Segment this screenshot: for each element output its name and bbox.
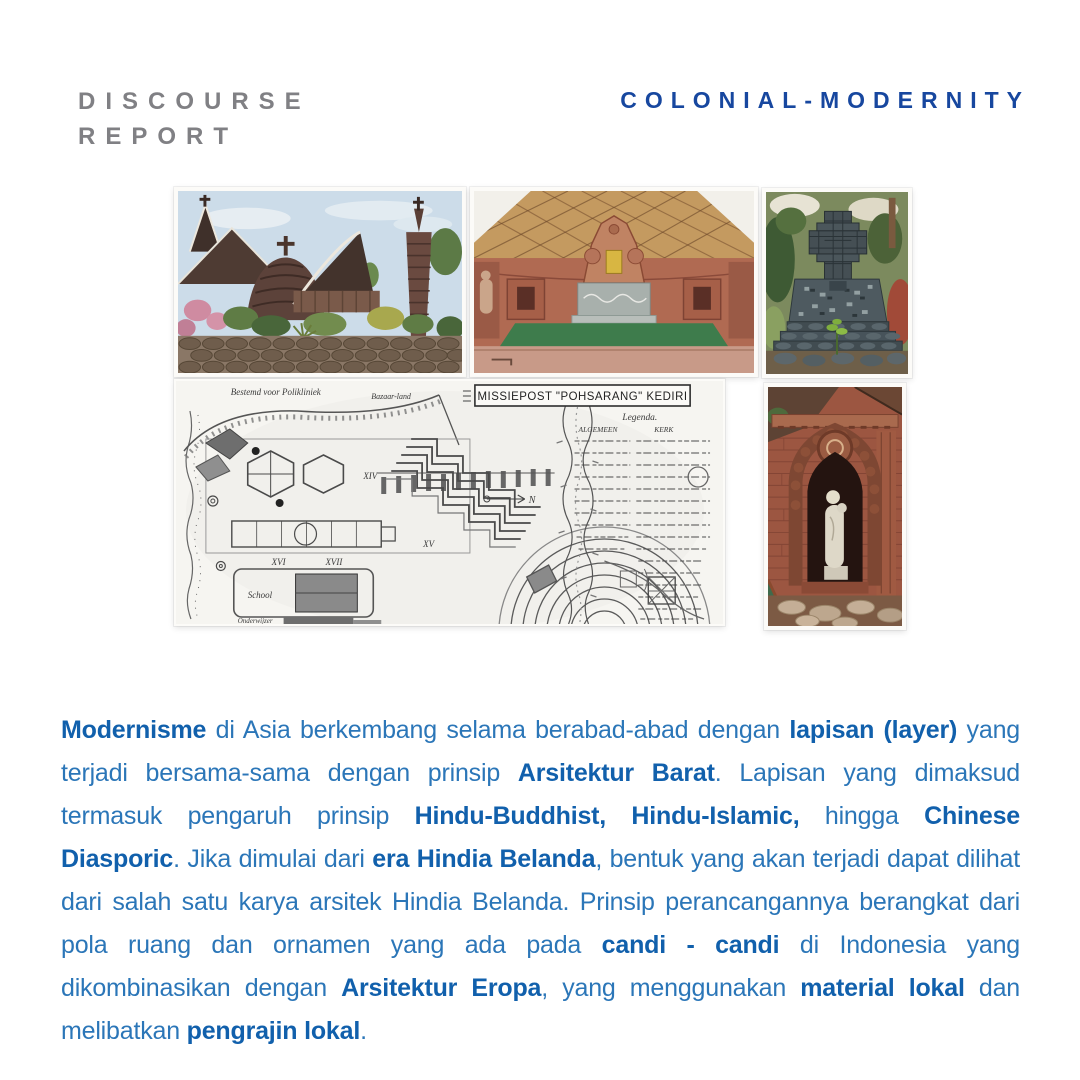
body-text-run: , yang menggunakan <box>541 974 801 1002</box>
madonna-niche-photo <box>764 383 906 630</box>
body-emphasis-run: Arsitektur Eropa <box>341 974 542 1002</box>
body-text-run: . <box>360 1017 367 1045</box>
body-text-run: di Indonesia yang dikombinasikan dengan <box>61 931 1020 1002</box>
page-title: COLONIAL-MODERNITY <box>620 87 1030 113</box>
plan-title-box <box>463 385 690 406</box>
body-emphasis-run: Modernisme <box>61 716 207 744</box>
stone-wall <box>178 336 462 373</box>
altar-interior-photo <box>470 187 758 377</box>
plan-label-school: School <box>247 589 273 601</box>
body-text-run: yang terjadi bersama-sama dengan prinsip <box>61 716 1020 787</box>
body-emphasis-run: era Hindia Belanda <box>372 845 596 873</box>
body-emphasis-run: pengrajin lokal <box>186 1017 361 1045</box>
body-emphasis-run: candi - candi <box>601 931 780 959</box>
body-emphasis-run: Hindu-Buddhist, Hindu-Islamic, <box>414 802 800 830</box>
body-emphasis-run: Chinese Diasporic <box>61 802 1020 873</box>
site-plan-drawing <box>174 379 725 626</box>
plan-numeral-xvi: XVI <box>271 556 286 568</box>
body-emphasis-run: lapisan (layer) <box>789 716 958 744</box>
body-text-run: , bentuk yang akan terjadi dapat dilihat dari salah satu karya arsitek Hindia Belanda. Prinsip perancangannya berangkat dari pola ruang dan ornamen yang ada pada <box>61 845 1020 959</box>
body-text-run: dan melibatkan <box>61 974 1021 1045</box>
plan-label-bazaarland: Bazaar-land <box>371 391 411 402</box>
plan-legend-col2: KERK <box>654 424 674 435</box>
body-text-run: . Jika dimulai dari <box>173 845 373 873</box>
plan-title: MISSIEPOST "POHSARANG" KEDIRI <box>477 390 688 404</box>
brand-line-1: DISCOURSE <box>78 88 311 115</box>
body-paragraph <box>61 709 1020 1053</box>
madonna-niche-illustration <box>768 387 902 626</box>
body-emphasis-run: Arsitektur Barat <box>517 759 715 787</box>
site-plan-illustration <box>176 381 723 624</box>
plan-numeral-xvii: XVII <box>325 556 343 568</box>
altar-interior-illustration <box>474 191 754 373</box>
church-exterior-photo <box>174 187 466 377</box>
plan-legend-title: Legenda. <box>622 412 658 424</box>
plan-label-onderwijzer: Onderwijzer <box>237 616 273 624</box>
plan-label-polikliniek: Bestemd voor Polikliniek <box>230 386 321 398</box>
plan-north-label: N <box>528 494 536 507</box>
church-exterior-illustration <box>178 191 462 373</box>
plan-numeral-xiv: XIV <box>363 470 378 482</box>
stepped-base <box>774 322 903 351</box>
body-emphasis-run: material lokal <box>800 974 965 1002</box>
body-text-run: hingga <box>799 802 925 830</box>
plan-legend-col1: ALGEMEEN <box>578 424 618 435</box>
stone-wall-body <box>789 279 887 322</box>
body-text-run: di Asia berkembang selama berabad-abad dengan <box>206 716 790 744</box>
brand-line-2: REPORT <box>78 123 239 150</box>
body-text-run: . Lapisan yang dimaksud termasuk pengaruh prinsip <box>61 759 1020 830</box>
stone-cross-illustration <box>766 192 908 374</box>
plan-numeral-xv: XV <box>423 538 435 550</box>
brand-wordmark <box>78 84 311 154</box>
green-carpet-floor <box>474 323 754 373</box>
foreground-stones <box>768 596 902 626</box>
stone-cross-monument-photo <box>762 188 912 378</box>
